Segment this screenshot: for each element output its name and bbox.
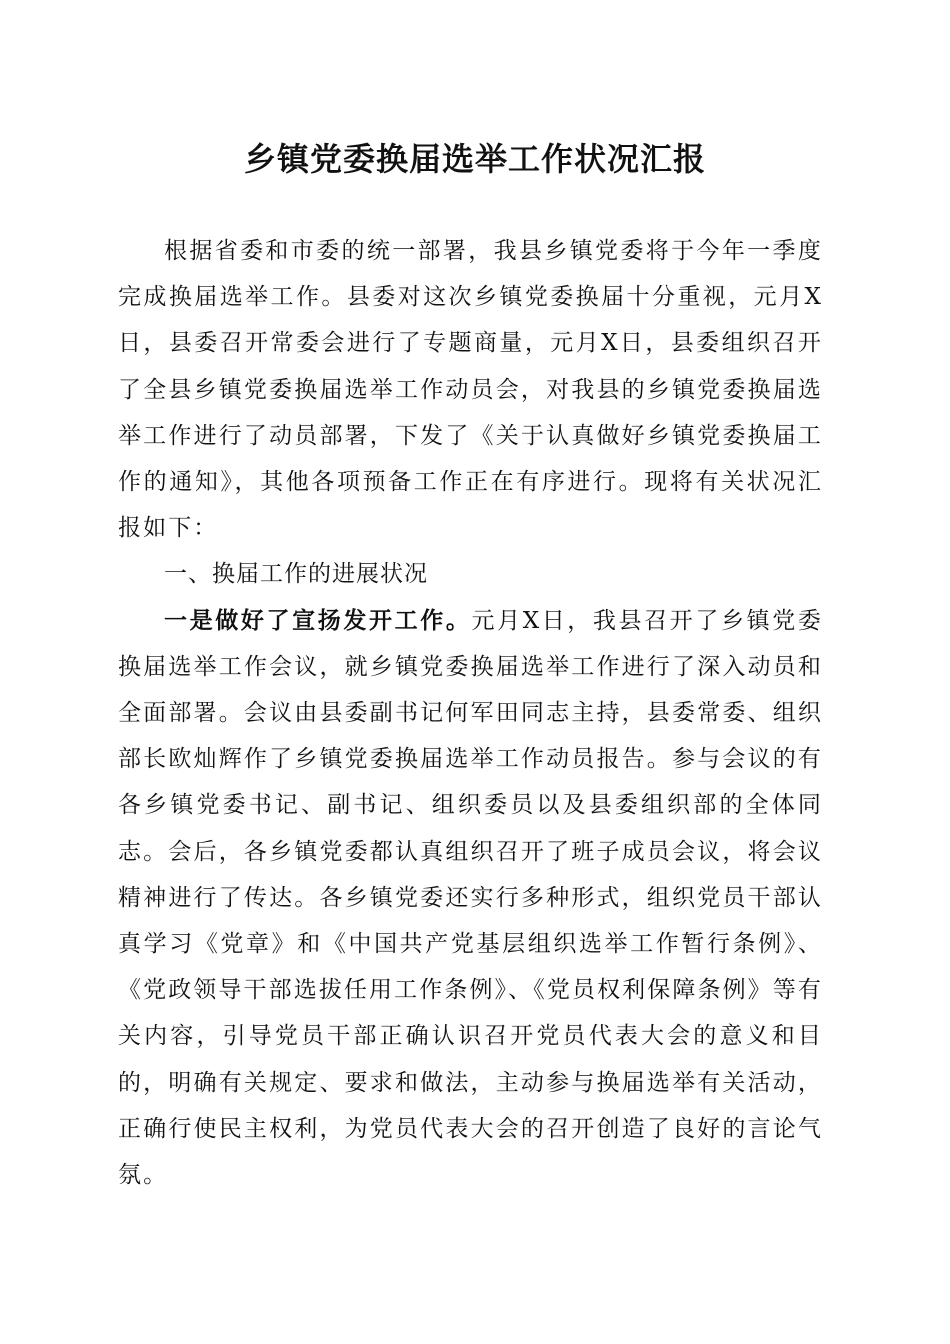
paragraph-body: 元月X日，我县召开了乡镇党委换届选举工作会议，就乡镇党委换届选举工作进行了深入动员和全面部署。会议由县委副书记何军田同志主持，县委常委、组织部长欧灿辉作了乡镇党委换届选举工作动员报告。参与会议的有各乡镇党委书记、副书记、组织委员以及县委组织部的全体同志。会后，各乡镇党委都认真组织召开了班子成员会议，将会议精神进行了传达。各乡镇党委还实行多种形式，组织党员干部认真学习《党章》和《中国共产党基层组织选举工作暂行条例》、《党政领导干部选拔任用工作条例》、《党员权利保障条例》等有关内容，引导党员干部正确认识召开党员代表大会的意义和目的，明确有关规定、要求和做法，主动参与换届选举有关活动，正确行使民主权利，为党员代表大会的召开创造了良好的言论气氛。 xyxy=(118,607,823,1189)
document-title: 乡镇党委换届选举工作状况汇报 xyxy=(243,140,706,178)
intro-paragraph: 根据省委和市委的统一部署，我县乡镇党委将于今年一季度完成换届选举工作。县委对这次乡镇党委换届十分重视，元月X日，县委召开常委会进行了专题商量，元月X日，县委组织召开了全县乡镇党委换届选举工作动员会，对我县的乡镇党委换届选举工作进行了动员部署，下发了《关于认真做好乡镇党委换届工作的通知》，其他各项预备工作正在有序进行。现将有关状况汇报如下： xyxy=(118,238,823,542)
paragraph-lead: 一是做好了宣扬发开工作。 xyxy=(164,606,472,634)
document-body xyxy=(118,228,823,1198)
section-heading: 一、换届工作的进展状况 xyxy=(164,561,428,588)
section-paragraph xyxy=(118,598,823,1199)
